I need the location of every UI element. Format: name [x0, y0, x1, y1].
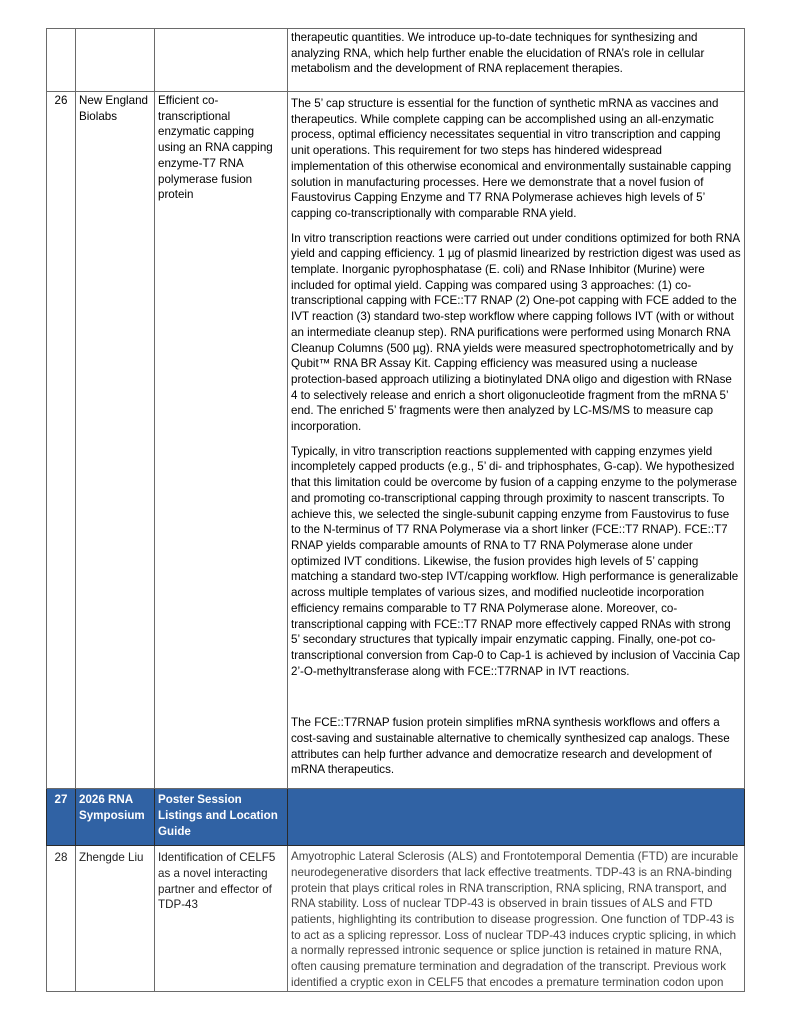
section-name: 2026 RNA Symposium	[76, 789, 155, 846]
paragraph-spacer	[291, 688, 741, 715]
table-row-continuation	[47, 29, 745, 92]
section-empty-cell	[288, 789, 745, 846]
poster-abstract	[288, 92, 745, 789]
abstract-paragraph: In vitro transcription reactions were carried out under conditions optimized for both RNA yield and capping efficiency. 1 µg of plasmid linearized by restriction digest was used as template. Inorganic pyrophosphatase (E. coli) and RNase Inhibitor (Murine) were included for optimal yield. Capping was compared using 3 approaches: (1) co-transcriptional capping with FCE::T7 RNAP (2) One-pot capping with FCE added to the IVT reaction (3) standard two-step workflow where capping follows IVT (with or without an intermediate cleanup step). RNA purifications were performed using Monarch RNA Cleanup Columns (500 µg). RNA yields were measured spectrophotometrically and by Qubit™ RNA BR Assay Kit. Capping efficiency was measured using a nuclease protection-based approach utilizing a biotinylated DNA oligo and digestion with RNase 4 to selectively release and enrich a short oligonucleotide fragment from the mRNA 5’ end. The enriched 5’ fragments were then analyzed by LC-MS/MS to measure cap incorporation.	[291, 231, 741, 434]
abstract-paragraph: The 5’ cap structure is essential for the function of synthetic mRNA as vaccines and therapeutics. While complete capping can be accomplished using an all-enzymatic process, optimal efficiency necessitates sequential in vitro transcription and capping unit operations. This requirement for two steps has hindered widespread implementation of this otherwise economical and environmentally sustainable capping solution in manufacturing processes. Here we demonstrate that a novel fusion of Faustovirus Capping Enzyme and T7 RNA Polymerase achieves high levels of 5’ capping co-transcriptionally with comparable RNA yield.	[291, 97, 732, 220]
section-title: Poster Session Listings and Location Guide	[155, 789, 288, 846]
poster-number	[47, 29, 76, 92]
abstract-paragraph: Typically, in vitro transcription reactions supplemented with capping enzymes yield incompletely capped products (e.g., 5’ di- and triphosphates, G-cap). We hypothesized that this limitation could be overcome by fusion of a capping enzyme to the polymerase and promoting co-transcriptional capping through proximity to nascent transcripts. To achieve this, we selected the single-subunit capping enzyme from Faustovirus to fuse to the N-terminus of T7 RNA Polymerase via a short linker (FCE::T7 RNAP). FCE::T7 RNAP yields comparable amounts of RNA to T7 RNA Polymerase alone under optimized IVT conditions. Likewise, the fusion provides high levels of 5’ capping matching a standard two-step IVT/capping workflow. High performance is generalizable across multiple templates of various sizes, and modified nucleotide incorporation efficiency remains comparable to T7 RNA Polymerase alone. Moreover, co-transcriptional capping with FCE::T7 RNAP more effectively capped RNAs with strong 5’ secondary structures that typically impair enzymatic capping. Finally, one-pot co-transcriptional conversion from Cap-0 to Cap-1 is achieved by inclusion of Vaccinia Cap 2’-O-methyltransferase along with FCE::T7RNAP in IVT reactions.	[291, 444, 740, 678]
poster-number: 26	[47, 92, 76, 789]
abstract-paragraph: therapeutic quantities. We introduce up-to-date techniques for synthesizing and analyzing RNA, which help further enable the elucidation of RNA’s role in cellular metabolism and the development of RNA replacement therapies.	[291, 31, 705, 76]
poster-abstract	[288, 29, 745, 92]
table-row	[47, 92, 745, 789]
abstract-paragraph: Amyotrophic Lateral Sclerosis (ALS) and Frontotemporal Dementia (FTD) are incurable neurodegenerative disorders that lack effective treatments. TDP-43 is an RNA-binding protein that plays critical roles in RNA transcription, RNA splicing, RNA transport, and RNA stability. Loss of nuclear TDP-43 is observed in brain tissues of ALS and FTD patients, highlighting its contribution to disease progression. One function of TDP-43 is to act as a splicing repressor. Loss of nuclear TDP-43 induces cryptic splicing, in which a normally repressed intronic sequence or splice junction is retained in mature RNA, often causing premature termination and degradation of the transcript. Previous work identified a cryptic exon in CELF5 that encodes a premature termination codon upon	[291, 850, 739, 989]
abstract-paragraph: The FCE::T7RNAP fusion protein simplifies mRNA synthesis workflows and offers a cost-saving and sustainable alternative to chemically synthesized cap analogs. These attributes can help further advance and democratize research and development of mRNA therapeutics.	[291, 716, 730, 777]
section-header-row	[47, 789, 745, 846]
poster-author	[76, 29, 155, 92]
poster-author: Zhengde Liu	[76, 846, 155, 992]
poster-listing-table	[46, 28, 745, 992]
poster-number: 27	[47, 789, 76, 846]
poster-title	[155, 29, 288, 92]
poster-author: New England Biolabs	[76, 92, 155, 789]
poster-abstract	[288, 846, 745, 992]
poster-number: 28	[47, 846, 76, 992]
table-row	[47, 846, 745, 992]
poster-title: Efficient co-transcriptional enzymatic capping using an RNA capping enzyme-T7 RNA polymerase fusion protein	[155, 92, 288, 789]
poster-title: Identification of CELF5 as a novel interacting partner and effector of TDP-43	[155, 846, 288, 992]
